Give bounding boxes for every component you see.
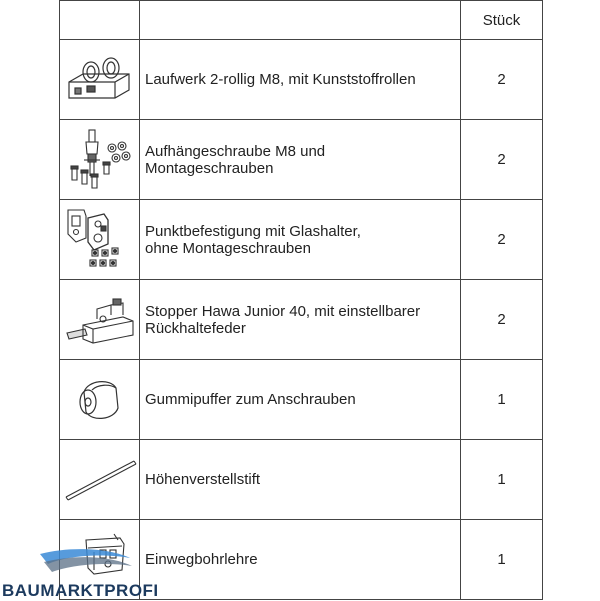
row-description — [140, 200, 461, 280]
row-image-cell — [60, 40, 140, 120]
table-row — [60, 200, 543, 280]
header-desc-cell — [140, 1, 461, 40]
table-row — [60, 120, 543, 200]
row-quantity: 2 — [461, 200, 543, 280]
row-image-cell — [60, 440, 140, 520]
table-row — [60, 360, 543, 440]
desc-line: Punktbefestigung mit Glashalter, — [145, 222, 361, 240]
rubber-buffer-icon — [70, 370, 130, 430]
row-quantity: 1 — [461, 360, 543, 440]
desc-line: Aufhängeschraube M8 und — [145, 142, 326, 160]
row-description — [140, 440, 461, 520]
glass-holder-icon — [64, 204, 136, 276]
desc-line: Einwegbohrlehre — [145, 551, 258, 568]
header-empty-cell — [60, 1, 140, 40]
row-image-cell — [60, 200, 140, 280]
desc-line: Rückhaltefeder — [145, 319, 246, 337]
desc-line: Stopper Hawa Junior 40, mit einstellbarer — [145, 302, 421, 320]
table-row — [60, 40, 543, 120]
watermark-text: BAUMARKTPROFI — [2, 581, 159, 600]
row-quantity: 2 — [461, 40, 543, 120]
parts-table — [59, 0, 543, 600]
row-quantity: 2 — [461, 120, 543, 200]
row-description — [140, 120, 461, 200]
row-description — [140, 520, 461, 600]
row-image-cell — [60, 280, 140, 360]
table-row — [60, 440, 543, 520]
row-image-cell — [60, 120, 140, 200]
suspension-screw-icon — [64, 124, 136, 196]
desc-line: Höhenverstellstift — [145, 471, 261, 488]
table-header-row — [60, 1, 543, 40]
height-adjust-pin-icon — [62, 455, 138, 505]
row-description — [140, 280, 461, 360]
row-image-cell — [60, 360, 140, 440]
desc-line: Gummipuffer zum Anschrauben — [145, 391, 356, 408]
row-description — [140, 40, 461, 120]
desc-line: Montageschrauben — [145, 159, 274, 177]
desc-line: Laufwerk 2-rollig M8, mit Kunststoffrollen — [145, 71, 416, 88]
row-quantity: 1 — [461, 520, 543, 600]
stopper-icon — [63, 289, 137, 351]
row-quantity: 1 — [461, 440, 543, 520]
row-quantity: 2 — [461, 280, 543, 360]
row-description — [140, 360, 461, 440]
header-qty-label: Stück — [461, 1, 543, 40]
roller-carriage-icon — [65, 54, 135, 106]
table-row — [60, 280, 543, 360]
desc-line: ohne Montageschrauben — [145, 239, 311, 257]
